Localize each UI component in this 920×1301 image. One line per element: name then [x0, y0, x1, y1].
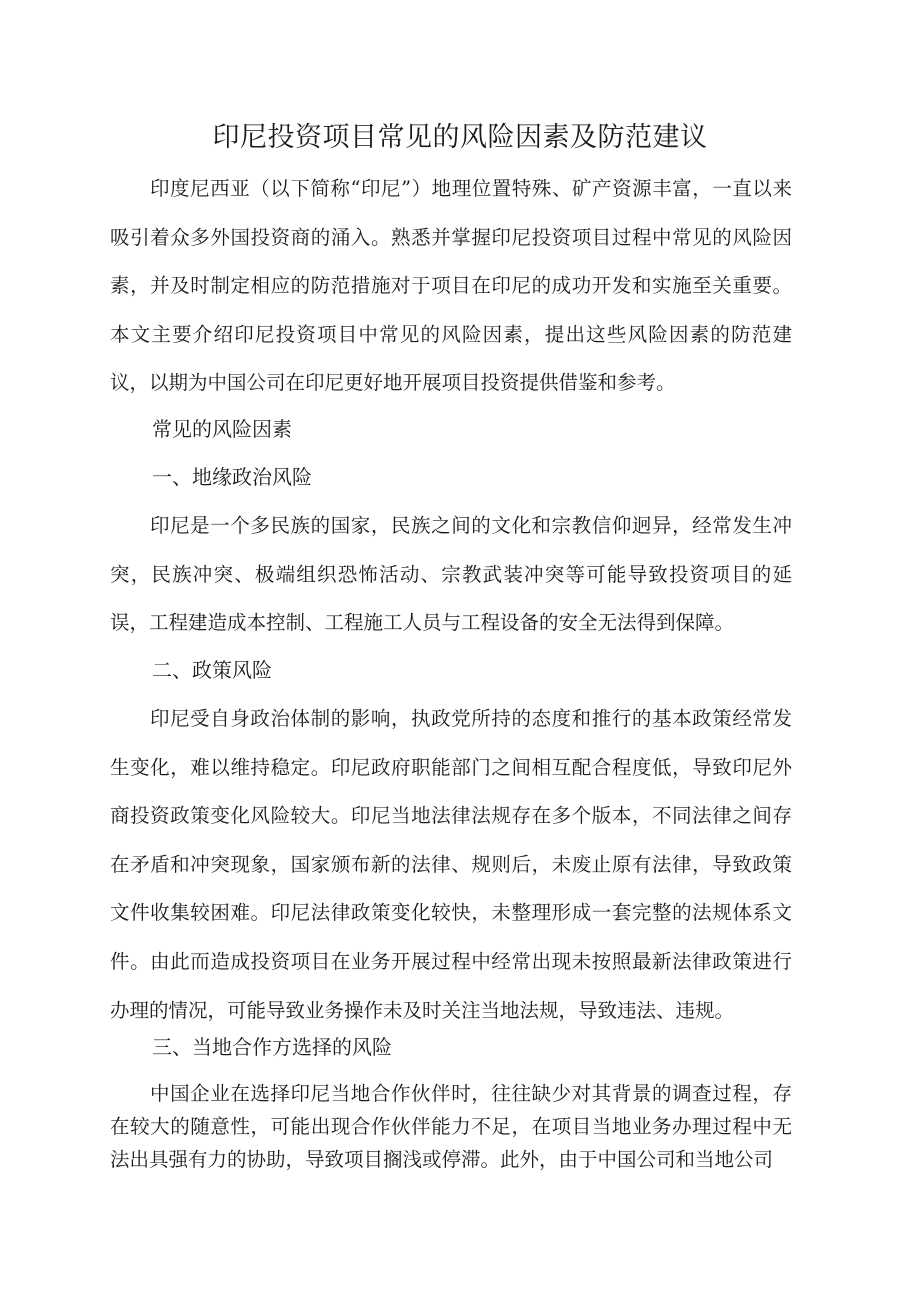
risk3-paragraph: 中国企业在选择印尼当地合作伙伴时，往往缺少对其背景的调查过程，存在较大的随意性，可能出现合作伙伴能力不足，在项目当地业务办理过程中无法出具强有力的协助，导致项目搁浅或停滞。此外，由于中国公司和当地公司 [110, 1082, 792, 1171]
document-title: 印尼投资项目常见的风险因素及防范建议 [212, 122, 708, 153]
risk1-heading: 一、地缘政治风险 [152, 465, 312, 489]
risk2-paragraph: 印尼受自身政治体制的影响，执政党所持的态度和推行的基本政策经常发生变化，难以维持稳定。印尼政府职能部门之间相互配合程度低，导致印尼外商投资政策变化风险较大。印尼当地法律法规存在多个版本，不同法律之间存在矛盾和冲突现象，国家颁布新的法律、规则后，未废止原有法律，导致政策文件收集较困难。印尼法律政策变化较快，未整理形成一套完整的法规体系文件。由此而造成投资项目在业务开展过程中经常出现未按照最新法律政策进行办理的情况，可能导致业务操作未及时关注当地法规，导致违法、违规。 [110, 707, 792, 1022]
risk2-heading: 二、政策风险 [152, 658, 272, 682]
risk3-heading: 三、当地合作方选择的风险 [152, 1035, 392, 1059]
risk1-paragraph: 印尼是一个多民族的国家，民族之间的文化和宗教信仰迥异，经常发生冲突，民族冲突、极端组织恐怖活动、宗教武装冲突等可能导致投资项目的延误，工程建造成本控制、工程施工人员与工程设备的安全无法得到保障。 [110, 514, 792, 635]
intro-paragraph: 印度尼西亚（以下简称“印尼”）地理位置特殊、矿产资源丰富，一直以来吸引着众多外国投资商的涌入。熟悉并掌握印尼投资项目过程中常见的风险因素，并及时制定相应的防范措施对于项目在印尼的成功开发和实施至关重要。本文主要介绍印尼投资项目中常见的风险因素，提出这些风险因素的防范建议，以期为中国公司在印尼更好地开展项目投资提供借鉴和参考。 [110, 177, 792, 395]
section-heading: 常见的风险因素 [152, 417, 292, 441]
